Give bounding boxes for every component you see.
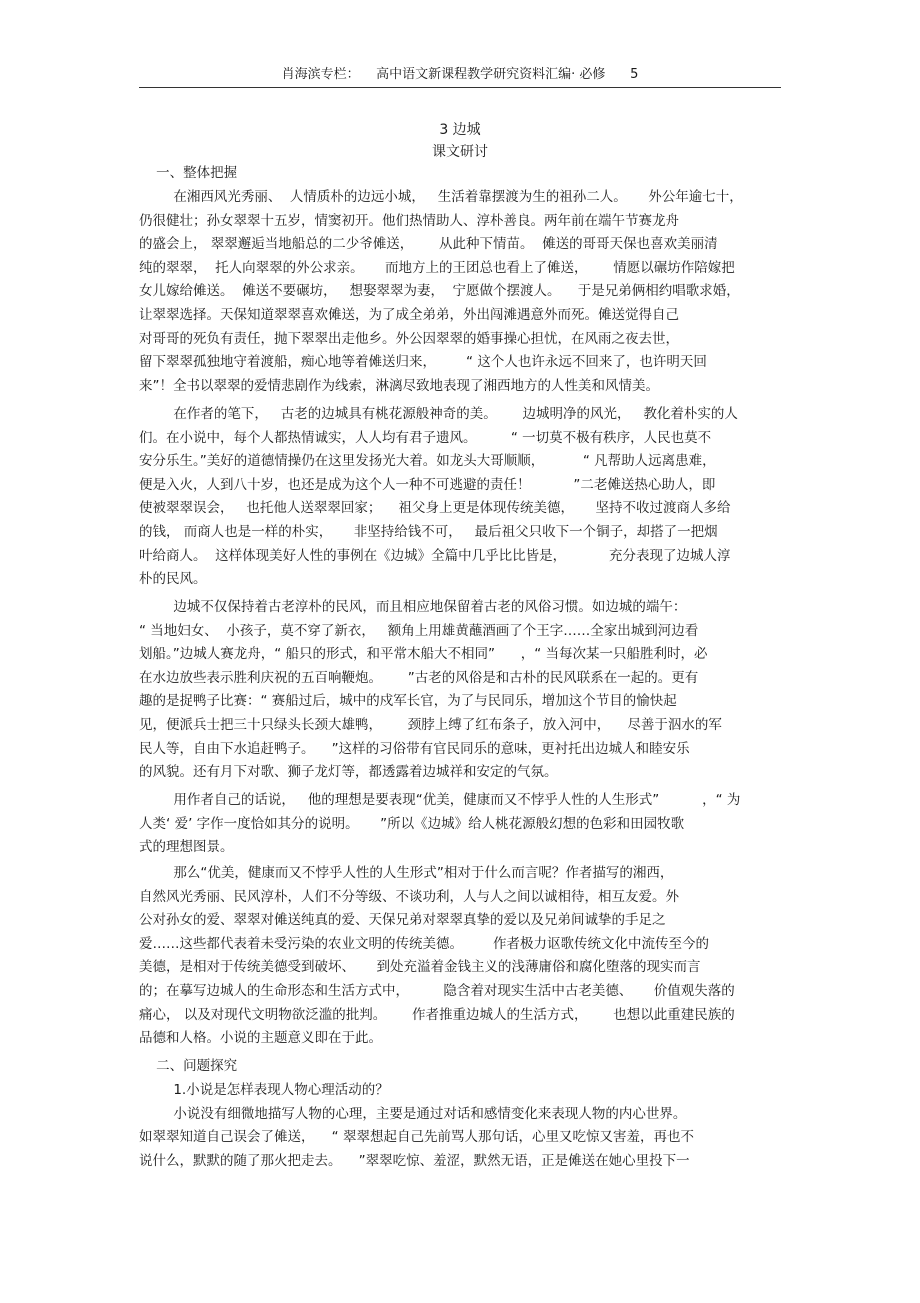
text-line: 叶给商人。 这样体现美好人性的事例在《边城》全篇中几乎比比皆是， 充分表现了边城人淳 [139,547,731,564]
text-line: 便是入火，人到八十岁，也还是成为这个人一种不可逃避的责任！ ”二老傩送热心助人，即 [139,476,716,493]
text-line: 的风貌。还有月下对歌、狮子龙灯等，都透露着边城祥和安定的气氛。 [139,764,558,781]
text-line: 安分乐生。”美好的道德情操仍在这里发扬光大着。如龙头大哥顺顺， “ 凡帮助人远离患难， [139,453,716,470]
text-line: 的钱， 而商人也是一样的朴实， 非坚持给钱不可， 最后祖父只收下一个铜子，却搭了一把烟 [139,523,718,540]
paragraph-human-nature [139,403,781,592]
paragraph-psychology-question [139,1079,781,1173]
text-line: 仍很健壮；孙女翠翠十五岁，情窦初开。他们热情助人、淳朴善良。两年前在端午节赛龙舟 [139,212,679,229]
page-header: 肖海滨专栏： 高中语文新课程教学研究资料汇编· 必修 5 [281,67,639,82]
text-line: 用作者自己的话说， 他的理想是要表现“优美，健康而又不悖乎人性的人生形式” ，“ 为 [139,792,741,808]
text-line: 品德和人格。小说的主题意义即在于此。 [139,1030,382,1047]
text-line: 们。在小说中，每个人都热情诚实，人人均有君子遗风。 “ 一切莫不极有秩序，人民也莫不 [139,429,712,446]
text-line: 二、问题探究 [139,1058,238,1074]
paragraph-customs [139,596,781,785]
text-line: 划船。”边城人赛龙舟，“ 船只的形式，和平常木船大不相同” ，“ 当每次某一只船胜利时，必 [139,646,708,663]
text-line: 女儿嫁给傩送。 傩送不要碾坊， 想娶翠翠为妻， 宁愿做个摆渡人。 于是兄弟俩相约唱歌求婚， [139,283,740,300]
text-line: 在湘西风光秀丽、 人情质朴的边远小城， 生活着靠摆渡为生的祖孙二人。 外公年逾七十， [139,189,743,205]
text-line: 使被翠翠误会， 也托他人送翠翠回家； 祖父身上更是体现传统美德， 坚持不收过渡商人多给 [139,500,731,517]
text-line: 说什么，默默的随了那火把走去。 ”翠翠吃惊、羞涩，默然无语，正是傩送在她心里投下一 [139,1152,690,1169]
text-line: 留下翠翠孤独地守着渡船，痴心地等着傩送归来， “ 这个人也许永远不回来了，也许明天回 [139,354,707,371]
text-line: 边城不仅保持着古老淳朴的民风，而且相应地保留着古老的风俗习惯。如边城的端午： [139,599,687,615]
text-line: 自然风光秀丽、民风淳朴，人们不分等级、不谈功利，人与人之间以诚相待，相互友爱。外 [139,888,679,905]
chapter-title: 3 边城 [439,122,481,138]
text-line: 小说没有细微地描写人物的心理，主要是通过对话和感情变化来表现人物的内心世界。 [139,1105,687,1122]
text-line: 在作者的笔下， 古老的边城具有桃花源般神奇的美。 边城明净的风光， 教化着朴实的人 [139,406,738,422]
text-line: 如翠翠知道自己误会了傩送， “ 翠翠想起自己先前骂人那句话，心里又吃惊又害羞，再也不 [139,1129,694,1146]
text-line: 纯的翠翠， 托人向翠翠的外公求亲。 而地方上的王团总也看上了傩送， 情愿以碾坊作陪嫁把 [139,259,735,276]
text-line: 趣的是捉鸭子比赛：“ 赛船过后，城中的戍军长官，为了与民同乐，增加这个节目的愉快起 [139,693,677,710]
text-line: 式的理想图景。 [139,839,234,856]
text-line: 对哥哥的死负有责任，抛下翠翠出走他乡。外公因翠翠的婚事操心担忧，在风雨之夜去世， [139,330,679,347]
text-line: 让翠翠选择。天保知道翠翠喜欢傩送，为了成全弟弟，外出闯滩遇意外而死。傩送觉得自己 [139,306,679,323]
text-line: 在水边放些表示胜利庆祝的五百响鞭炮。 ”古老的风俗是和古朴的民风联系在一起的。更有 [139,669,699,686]
text-line: “ 当地妇女、 小孩子，莫不穿了新衣， 额角上用雄黄蘸酒画了个王字……全家出城到河边看 [139,622,699,639]
text-line: 爱……这些都代表着未受污染的农业文明的传统美德。 作者极力讴歌传统文化中流传至今的 [139,935,710,952]
text-line: 1.小说是怎样表现人物心理活动的？ [139,1082,389,1098]
paragraph-author-ideal [139,789,781,860]
text-line: 公对孙女的爱、翠翠对傩送纯真的爱、天保兄弟对翠翠真挚的爱以及兄弟间诚挚的手足之 [139,912,666,929]
header-divider [139,87,781,88]
text-line: 痛心， 以及对现代文明物欲泛滥的批判。 作者推重边城人的生活方式， 也想以此重建民族的 [139,1006,735,1023]
text-line: 那么“优美，健康而又不悖乎人性的人生形式”相对于什么而言呢？作者描写的湘西， [139,865,674,881]
text-line: 一、整体把握 [139,165,238,181]
text-line: 民人等，自由下水追赶鸭子。 ”这样的习俗带有官民同乐的意味，更衬托出边城人和睦安乐 [139,740,690,757]
text-line: 人类‘ 爱’ 字作一度恰如其分的说明。 ”所以《边城》给人桃花源般幻想的色彩和田园牧歌 [139,815,685,832]
chapter-subtitle: 课文研讨 [432,144,488,160]
text-line: 美德，是相对于传统美德受到破坏、 到处充溢着金钱主义的浅薄庸俗和腐化堕落的现实而言 [139,959,701,976]
text-line: 见，便派兵士把三十只绿头长颈大雄鸭， 颈脖上缚了红布条子，放入河中， 尽善于泅水的军 [139,716,722,733]
text-line: 的盛会上， 翠翠邂逅当地船总的二少爷傩送， 从此种下情苗。 傩送的哥哥天保也喜欢美丽清 [139,236,718,253]
text-line: 朴的民风。 [139,571,207,588]
paragraph-plot-summary [139,186,781,398]
text-line: 来”！全书以翠翠的爱情悲剧作为线索，淋漓尽致地表现了湘西地方的人性美和风情美。 [139,377,659,394]
section-heading-inquiry [139,1055,781,1079]
paragraph-theme [139,862,781,1051]
section-heading-overview [139,162,781,186]
text-line: 的；在摹写边城人的生命形态和生活方式中， 隐含着对现实生活中古老美德、 价值观失落的 [139,982,735,999]
